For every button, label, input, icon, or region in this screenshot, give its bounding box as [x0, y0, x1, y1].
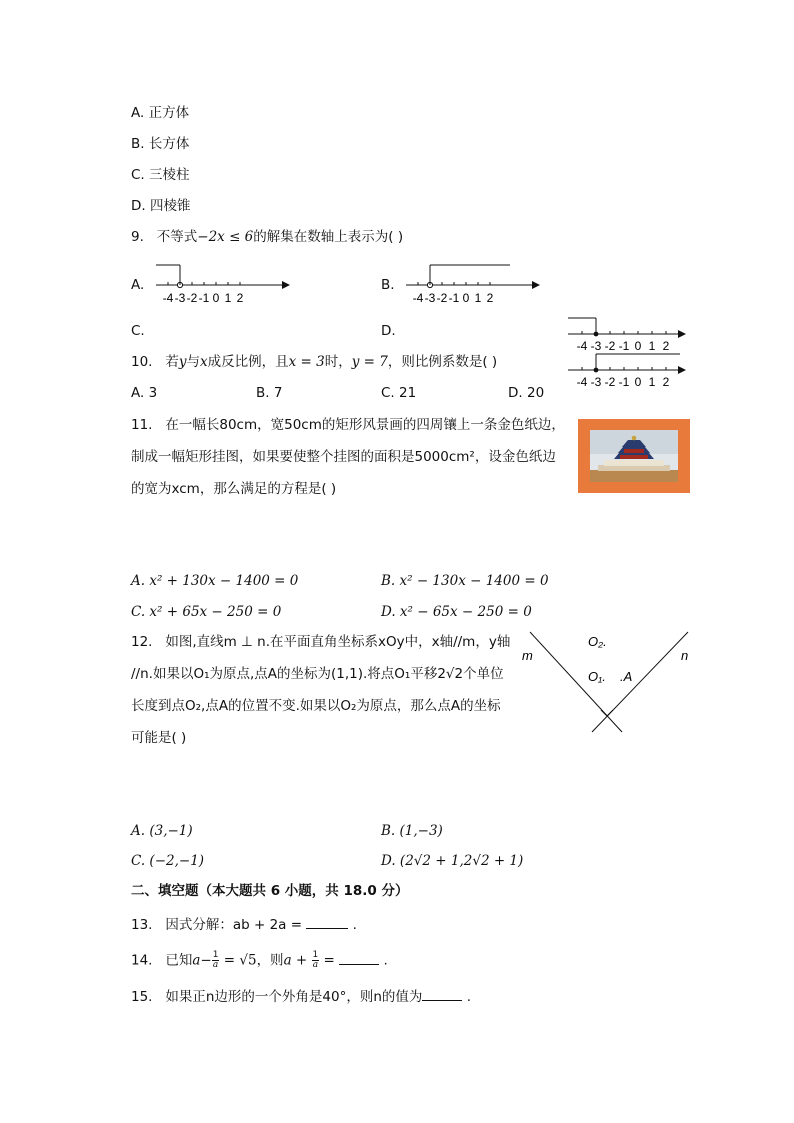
q9-option-c-label: C. — [131, 323, 145, 339]
tick-label: -1 — [198, 291, 210, 305]
tick-label: -1 — [618, 375, 630, 389]
q10-option-d: D. 20 — [508, 385, 545, 401]
point-o2-label: O₂. — [588, 634, 607, 649]
q14-answer-blank[interactable] — [339, 952, 379, 965]
tick-label: -3 — [424, 291, 436, 305]
q8-option-a: A. 正方体 — [131, 105, 190, 121]
tick-label: 0 — [212, 291, 220, 305]
line-n-label: n — [681, 648, 689, 663]
q12-stem-line2: //n.如果以O₁为原点,点A的坐标为(1,1).将点O₁平移2√2个单位 — [131, 666, 504, 682]
q14: 14. 已知a− $\frac{1}{a}$ = √5，则a + $\frac{1}{a}$ = . — [131, 950, 388, 970]
tick-label: 2 — [486, 291, 494, 305]
q9-stem: 9. 不等式−2x ≤ 6的解集在数轴上表示为( ) — [131, 229, 404, 245]
q11-option-c: C. x² + 65x − 250 = 0 — [131, 604, 282, 620]
q11-option-a: A. x² + 130x − 1400 = 0 — [131, 573, 299, 589]
tick-label: -2 — [436, 291, 448, 305]
tick-label: -4 — [162, 291, 174, 305]
tick-label: 0 — [634, 339, 642, 353]
q8-option-b: B. 长方体 — [131, 136, 190, 152]
tick-label: 2 — [236, 291, 244, 305]
tick-label: 1 — [648, 375, 656, 389]
tick-label: -1 — [618, 339, 630, 353]
temple-of-heaven-picture — [578, 419, 690, 493]
tick-label: -4 — [576, 375, 588, 389]
line-m-label: m — [522, 648, 533, 663]
point-a-label: .A — [620, 669, 633, 684]
q13: 13. 因式分解：ab + 2a = . — [131, 917, 357, 933]
tick-label: 2 — [662, 375, 670, 389]
tick-label: 1 — [224, 291, 232, 305]
q10-option-b: B. 7 — [256, 385, 283, 401]
q10-option-c: C. 21 — [381, 385, 417, 401]
q11-option-b: B. x² − 130x − 1400 = 0 — [381, 573, 549, 589]
tick-label: 1 — [474, 291, 482, 305]
q11-option-d: D. x² − 65x − 250 = 0 — [381, 604, 532, 620]
q11-stem-line3: 的宽为xcm，那么满足的方程是( ) — [131, 481, 337, 497]
q12-stem-line3: 长度到点O₂,点A的位置不变.如果以O₂为原点，那么点A的坐标 — [131, 698, 501, 714]
tick-label: -4 — [412, 291, 424, 305]
q12-lines-figure — [516, 626, 700, 738]
q9-number-line-a — [150, 260, 295, 306]
q12-option-a: A. (3,−1) — [131, 823, 193, 839]
tick-label: 0 — [634, 375, 642, 389]
q8-option-d: D. 四棱锥 — [131, 198, 191, 214]
q9-number-line-d — [562, 350, 692, 392]
q12-stem-line1: 12. 如图,直线m ⊥ n.在平面直角坐标系xOy中，x轴//m，y轴 — [131, 634, 511, 650]
tick-label: 2 — [662, 339, 670, 353]
tick-label: -3 — [590, 375, 602, 389]
q11-stem-line1: 11. 在一幅长80cm，宽50cm的矩形风景画的四周镶上一条金色纸边， — [131, 417, 565, 433]
q8-option-c: C. 三棱柱 — [131, 167, 190, 183]
q13-answer-blank[interactable] — [306, 916, 348, 929]
q9-option-b-label: B. — [381, 277, 395, 293]
tick-label: -2 — [604, 375, 616, 389]
tick-label: 0 — [462, 291, 470, 305]
section-heading: 二、填空题（本大题共 6 小题，共 18.0 分） — [131, 883, 409, 899]
fraction-1-over-a-2: $\frac{1}{a}$ — [312, 950, 319, 970]
q11-stem-line2: 制成一幅矩形挂图，如果要使整个挂图的面积是5000cm²，设金色纸边 — [131, 449, 556, 465]
q9-option-a-label: A. — [131, 277, 145, 293]
fraction-1-over-a: $\frac{1}{a}$ — [212, 950, 219, 970]
tick-label: -4 — [576, 339, 588, 353]
q15-answer-blank[interactable] — [422, 988, 462, 1001]
q12-option-d: D. (2√2 + 1,2√2 + 1) — [381, 853, 524, 869]
tick-label: -2 — [604, 339, 616, 353]
q10-option-a: A. 3 — [131, 385, 158, 401]
q15: 15. 如果正n边形的一个外角是40°，则n的值为 . — [131, 989, 471, 1005]
tick-label: 1 — [648, 339, 656, 353]
q12-stem-line4: 可能是( ) — [131, 730, 187, 746]
tick-label: -3 — [174, 291, 186, 305]
point-o1-label: O₁. — [588, 669, 606, 684]
q10-stem: 10. 若y与x成反比例，且x = 3时，y = 7，则比例系数是( ) — [131, 354, 498, 370]
q9-option-d-label: D. — [381, 323, 396, 339]
q12-option-b: B. (1,−3) — [381, 823, 443, 839]
tick-label: -3 — [590, 339, 602, 353]
tick-label: -2 — [186, 291, 198, 305]
q9-number-line-b — [400, 260, 545, 306]
tick-label: -1 — [448, 291, 460, 305]
q12-option-c: C. (−2,−1) — [131, 853, 205, 869]
